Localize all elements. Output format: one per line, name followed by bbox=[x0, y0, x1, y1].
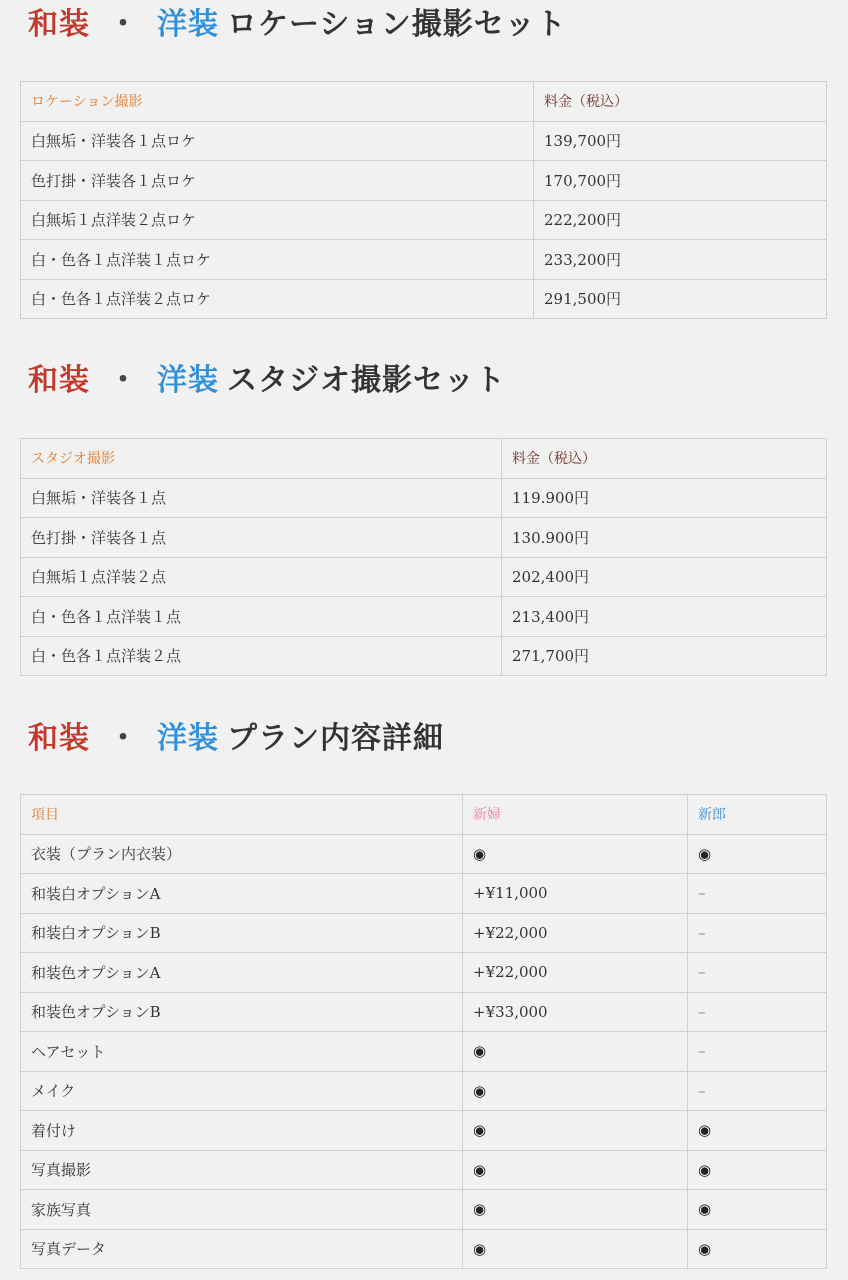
groom-cell: ◉ bbox=[688, 834, 827, 874]
item-cell: 写真データ bbox=[21, 1229, 463, 1269]
title-dot: ・ bbox=[108, 363, 139, 398]
plan-name-cell: 白無垢１点洋装２点 bbox=[21, 557, 502, 597]
table-row bbox=[21, 121, 827, 161]
item-cell: 家族写真 bbox=[21, 1190, 463, 1230]
table-row bbox=[21, 1111, 827, 1151]
table-row bbox=[21, 240, 827, 280]
price-cell: 170,700円 bbox=[534, 161, 827, 201]
table-row bbox=[21, 1150, 827, 1190]
item-cell: 衣装（プラン内衣装） bbox=[21, 834, 463, 874]
item-cell: メイク bbox=[21, 1071, 463, 1111]
bride-cell: ◉ bbox=[463, 834, 688, 874]
table-row bbox=[21, 597, 827, 637]
groom-cell: – bbox=[688, 1071, 827, 1111]
title-yousou: 洋装 bbox=[157, 363, 219, 398]
price-cell: 222,200円 bbox=[534, 200, 827, 240]
section-title-studio bbox=[28, 359, 506, 403]
price-cell: 202,400円 bbox=[502, 557, 827, 597]
title-rest: プラン内容詳細 bbox=[227, 721, 444, 756]
header-price: 料金（税込） bbox=[502, 439, 827, 479]
table-row bbox=[21, 636, 827, 676]
plan-name-cell: 色打掛・洋装各１点ロケ bbox=[21, 161, 534, 201]
price-cell: 233,200円 bbox=[534, 240, 827, 280]
groom-cell: ◉ bbox=[688, 1111, 827, 1151]
groom-cell: – bbox=[688, 913, 827, 953]
price-cell: 130.900円 bbox=[502, 518, 827, 558]
item-cell: 和装白オプションA bbox=[21, 874, 463, 914]
section-title-location bbox=[28, 3, 567, 47]
plan-name-cell: 白無垢１点洋装２点ロケ bbox=[21, 200, 534, 240]
item-cell: 写真撮影 bbox=[21, 1150, 463, 1190]
table-row bbox=[21, 1229, 827, 1269]
item-cell: 着付け bbox=[21, 1111, 463, 1151]
section-title-details bbox=[28, 717, 444, 761]
header-price: 料金（税込） bbox=[534, 82, 827, 122]
table-row bbox=[21, 953, 827, 993]
table-row bbox=[21, 1071, 827, 1111]
plan-details-table bbox=[20, 794, 827, 1269]
title-yousou: 洋装 bbox=[157, 721, 219, 756]
item-cell: 和装色オプションA bbox=[21, 953, 463, 993]
item-cell: 和装色オプションB bbox=[21, 992, 463, 1032]
groom-cell: ◉ bbox=[688, 1190, 827, 1230]
bride-cell: ◉ bbox=[463, 1111, 688, 1151]
table-row bbox=[21, 200, 827, 240]
title-rest: スタジオ撮影セット bbox=[227, 363, 506, 398]
bride-cell: ◉ bbox=[463, 1229, 688, 1269]
price-cell: 139,700円 bbox=[534, 121, 827, 161]
bride-cell: +¥22,000 bbox=[463, 913, 688, 953]
plan-name-cell: 白無垢・洋装各１点ロケ bbox=[21, 121, 534, 161]
table-header-row bbox=[21, 82, 827, 122]
item-cell: ヘアセット bbox=[21, 1032, 463, 1072]
table-row bbox=[21, 161, 827, 201]
price-cell: 271,700円 bbox=[502, 636, 827, 676]
groom-cell: – bbox=[688, 874, 827, 914]
table-row bbox=[21, 279, 827, 319]
plan-name-cell: 白・色各１点洋装１点 bbox=[21, 597, 502, 637]
table-row bbox=[21, 1032, 827, 1072]
table-header-row bbox=[21, 439, 827, 479]
title-wasou: 和装 bbox=[28, 721, 90, 756]
bride-cell: ◉ bbox=[463, 1032, 688, 1072]
table-row bbox=[21, 913, 827, 953]
table-row bbox=[21, 557, 827, 597]
table-row bbox=[21, 834, 827, 874]
groom-cell: – bbox=[688, 1032, 827, 1072]
header-bride: 新婦 bbox=[463, 795, 688, 835]
title-dot: ・ bbox=[108, 721, 139, 756]
header-groom: 新郎 bbox=[688, 795, 827, 835]
header-location: ロケーション撮影 bbox=[21, 82, 534, 122]
table-row bbox=[21, 992, 827, 1032]
plan-name-cell: 白・色各１点洋装２点 bbox=[21, 636, 502, 676]
title-yousou: 洋装 bbox=[157, 7, 219, 42]
price-cell: 119.900円 bbox=[502, 478, 827, 518]
groom-cell: ◉ bbox=[688, 1229, 827, 1269]
groom-cell: – bbox=[688, 992, 827, 1032]
plan-name-cell: 白・色各１点洋装１点ロケ bbox=[21, 240, 534, 280]
bride-cell: +¥22,000 bbox=[463, 953, 688, 993]
bride-cell: +¥33,000 bbox=[463, 992, 688, 1032]
price-cell: 213,400円 bbox=[502, 597, 827, 637]
table-row bbox=[21, 518, 827, 558]
studio-price-table bbox=[20, 438, 827, 676]
table-row bbox=[21, 1190, 827, 1230]
header-studio: スタジオ撮影 bbox=[21, 439, 502, 479]
item-cell: 和装白オプションB bbox=[21, 913, 463, 953]
title-wasou: 和装 bbox=[28, 7, 90, 42]
header-item: 項目 bbox=[21, 795, 463, 835]
location-price-table bbox=[20, 81, 827, 319]
bride-cell: ◉ bbox=[463, 1150, 688, 1190]
groom-cell: – bbox=[688, 953, 827, 993]
bride-cell: ◉ bbox=[463, 1071, 688, 1111]
groom-cell: ◉ bbox=[688, 1150, 827, 1190]
bride-cell: +¥11,000 bbox=[463, 874, 688, 914]
plan-name-cell: 白・色各１点洋装２点ロケ bbox=[21, 279, 534, 319]
bride-cell: ◉ bbox=[463, 1190, 688, 1230]
price-cell: 291,500円 bbox=[534, 279, 827, 319]
table-row bbox=[21, 874, 827, 914]
table-row bbox=[21, 478, 827, 518]
title-dot: ・ bbox=[108, 7, 139, 42]
title-wasou: 和装 bbox=[28, 363, 90, 398]
table-header-row bbox=[21, 795, 827, 835]
plan-name-cell: 色打掛・洋装各１点 bbox=[21, 518, 502, 558]
plan-name-cell: 白無垢・洋装各１点 bbox=[21, 478, 502, 518]
title-rest: ロケーション撮影セット bbox=[227, 7, 567, 42]
